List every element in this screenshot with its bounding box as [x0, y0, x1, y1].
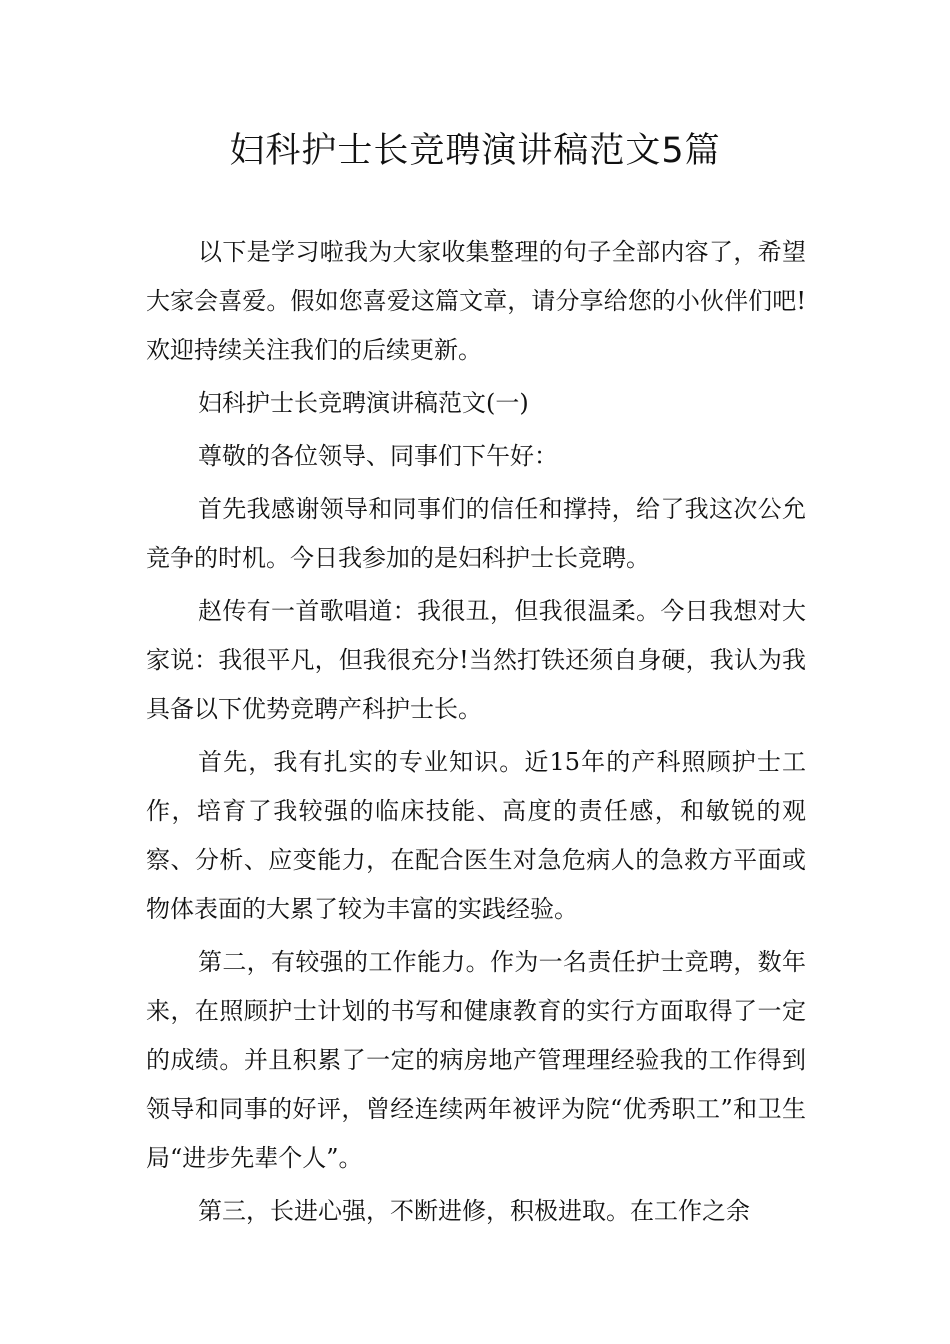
paragraph-thanks: 首先我感谢领导和同事们的信任和撑持，给了我这次公允竞争的时机。今日我参加的是妇科护士长竞聘。 [146, 495, 806, 572]
paragraph-section-heading: 妇科护士长竞聘演讲稿范文(一) [198, 389, 529, 417]
document-body [146, 228, 806, 1240]
paragraph-third-advantage: 第三，长进心强，不断进修，积极进取。在工作之余 [198, 1197, 750, 1225]
paragraph-song-quote: 赵传有一首歌唱道：我很丑，但我很温柔。今日我想对大家说：我很平凡，但我很充分!当然打铁还须自身硬，我认为我具备以下优势竞聘产科护士长。 [146, 597, 806, 723]
document-title: 妇科护士长竞聘演讲稿范文5篇 [229, 131, 721, 171]
paragraph-greeting: 尊敬的各位领导、同事们下午好： [198, 442, 558, 470]
paragraph-intro: 以下是学习啦我为大家收集整理的句子全部内容了，希望大家会喜爱。假如您喜爱这篇文章，请分享给您的小伙伴们吧!欢迎持续关注我们的后续更新。 [146, 238, 806, 364]
paragraph-second-advantage: 第二，有较强的工作能力。作为一名责任护士竞聘，数年来，在照顾护士计划的书写和健康教育的实行方面取得了一定的成绩。并且积累了一定的病房地产管理理经验我的工作得到领导和同事的好评，曾经连续两年被评为院“优秀职工”和卫生局“进步先辈个人”。 [146, 948, 806, 1172]
paragraph-first-advantage: 首先，我有扎实的专业知识。近15年的产科照顾护士工作，培育了我较强的临床技能、高度的责任感，和敏锐的观察、分析、应变能力，在配合医生对急危病人的急救方平面或物体表面的大累了较为丰富的实践经验。 [146, 748, 806, 923]
